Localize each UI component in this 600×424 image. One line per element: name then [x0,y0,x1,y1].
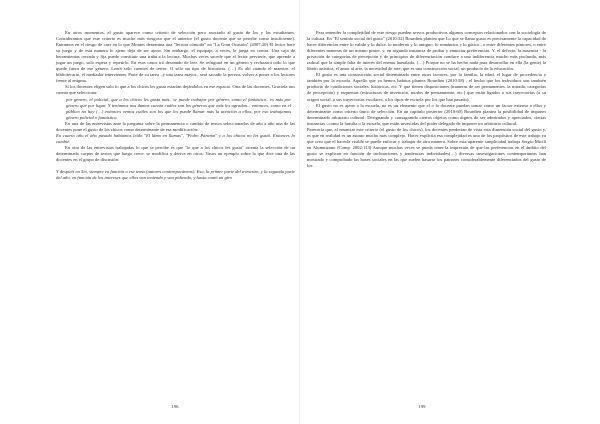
paragraph: En otros momentos, el gusto aparece como criterio de selección pero asociado al gusto de los y las estudiantes. Consideramos que este criterio es mucho más riesgoso que el anterior (el gusto docente que se percibe como insuficiente). Entramos en el riesgo de caer en lo que Montes denomina una "lectura cómoda" en "La Gran Ocasión" (2007:20) El lector hace su juego y de esta manera lo ajeno deja de ser ajeno. Sin embargo, el equipaje, a veces, le juega en contra. Una caja de herramientas cerrada y fija puede constituir una traba a la lectura. Muchas veces sucede que el lector pervierte, que aprende a jugar un juego, solo espera y repetirlo. En esos casos irá deseando de leer. Se refugiará en un género y rechazará todo lo que quede fuera de ese género. Leerá sólo cuentos de terror. O sólo un tipo de historieta. (…) Es ahí cuando el maestro, el bibliotecario, el mediador intervienen. Parte de su tarea –y una tarea mayor– será sacudir la pereza, volver a poner a los lectores frente al enigma. [56,30,295,84]
page-number-left: 196 [171,404,179,409]
paragraph: En otra de las entrevistas trabajadas lo que se percibe es que "lo que a los chicos les gusta" orienta la selección de un determinado corpus de textos que luego crece, se modifica y deriva en otros. Vasos un ejemplo sobre lo que dice una de las docentes en el grupo de discusión: [56,144,295,162]
italic-quote: Y después en 5to, siempre en función a ese tema (autores contemporáneos). Eso, la primer parte del trimestre, y la segunda parte del año, en función de los intereses que ellos van teniendo y van pidiendo, y hasta comó un giro [56,169,295,181]
paragraph: El gusto no es ajeno a la escuela, no es un elemento que el o la docente puedan tomar como un factor externo a ellos y determinante como criterio único de selección. En un capítulo posterior (2010:60) Bourdieu plantea la posibilidad de imponer determinado arbitrario cultural: Designando y consagrando ciertos objetos como dignos de ser admirados y apreciados, ciertas instancias –como la familia o la escuela, que están investidas del poder delegado de imponer un arbitrario cultural. [307,102,546,126]
page-gutter [299,0,300,424]
page-number-right: 199 [418,404,426,409]
paragraph: En una de las entrevistas ante la pregunta sobre la permanencia o cambio de textos seleccionados de año a año una de las docentes pone el gusto de los chicos como determinante de esa modificación: [56,120,295,132]
paragraph: Parecería que, al enunciar este criterio (el gusto de los chicos), los docentes perderían de vista esta dimensión social del gusto y, es que en realidad es un asunto mucho más complejo. Hacer explícita esa complejidad es uno de los propósitos de este trabajo ya que creo que el hacerla visible se puede enfocar y trabajar de otra manera. Sobre esta aparente simplicidad trabaja Sergio Micili en Alumnizano (Comp. 2002:113) Aunque muchas veces se pueda tener la impresión de que las preferencias en el ámbito del gusto se explican en función de inclinaciones y tendencias individuales(…) diversas investigaciones contemporáneas han mostrado y comprobado las bases sociales en las que suelen basarse los patrones considerablemente diferenciados del gusto de los [307,126,546,169]
paragraph: El gusto es una construcción social determinada entre otros factores, por la familia, la edad, el lugar de procedencia y también por la escuela. Aquello que ya hemos habitus plantea Bourdieu (2010:38) , el hecho que los individuos son también producto de condiciones sociales, históricas, etc. Y que tienen disposiciones (maneras de ser permanentes, la mirada, categorías de percepción) y esquemas (estructuras de invención, modos de pensamiento, etc.) que están ligados a sus trayectorias (a su origen social, a sus trayectorias escolares, a los tipos de escuela por los que han pasado). [307,72,546,102]
right-page [307,30,546,169]
paragraph: Si los docentes eligen solo lo que a los chicos les gusta estarían dejándolos en ese espacio. Otra de las docentes, Graciela nos cuenta que selecciona: [56,84,295,96]
block-quote: por género, el policial, que a los chicos les gusta más.. se puede trabajar por género, como el fantástico.. es más por género que por lugar. Y teníamos nos damos cuenta cuáles son los géneros que más les agradan... entonces, como en el público no hay (…) entonces vemos cuáles son los que les puede llamar más la atención a ellos, por eso trabajamos género policial o fantástico. [66,96,291,120]
left-page [56,30,295,181]
paragraph: Para entender la complejidad de este riesgo pueden servos productivos algunos conceptos relacionados con la sociología de la cultura. En "El sentido social del gusto" (2010:32) Bourdieu plantea que Lo que se llama gusto es precisamente la capacidad de hacer diferencias entre lo valido y lo dulce, lo moderno y lo antiguo, lo romántico y lo gótico , o entre diferentes pintores, o entre diferentes maneras de un mismo pintor, y, en segunda instancia de probar y enunciar preferencias. Y, el defecto, la ausencia - la privación de categorías de percepción y de principios de diferenciación conduce a una indiferencia mucho más profunda, más radical que la simple falta de interés del enemu humilado. (…) Porque no se ha hecho nada para desarrollar en ella (la gente) la libido artística, el amor al arte, la necesidad de arte, que es una construcción social, un producto de la educación. [307,30,546,72]
italic-quote: En cuarto año el año pasado habíamos leído "El lámo en llamas", "Pedro Páramo" y a los chicos no les gustó. Entonces lo cambié. [56,132,295,144]
